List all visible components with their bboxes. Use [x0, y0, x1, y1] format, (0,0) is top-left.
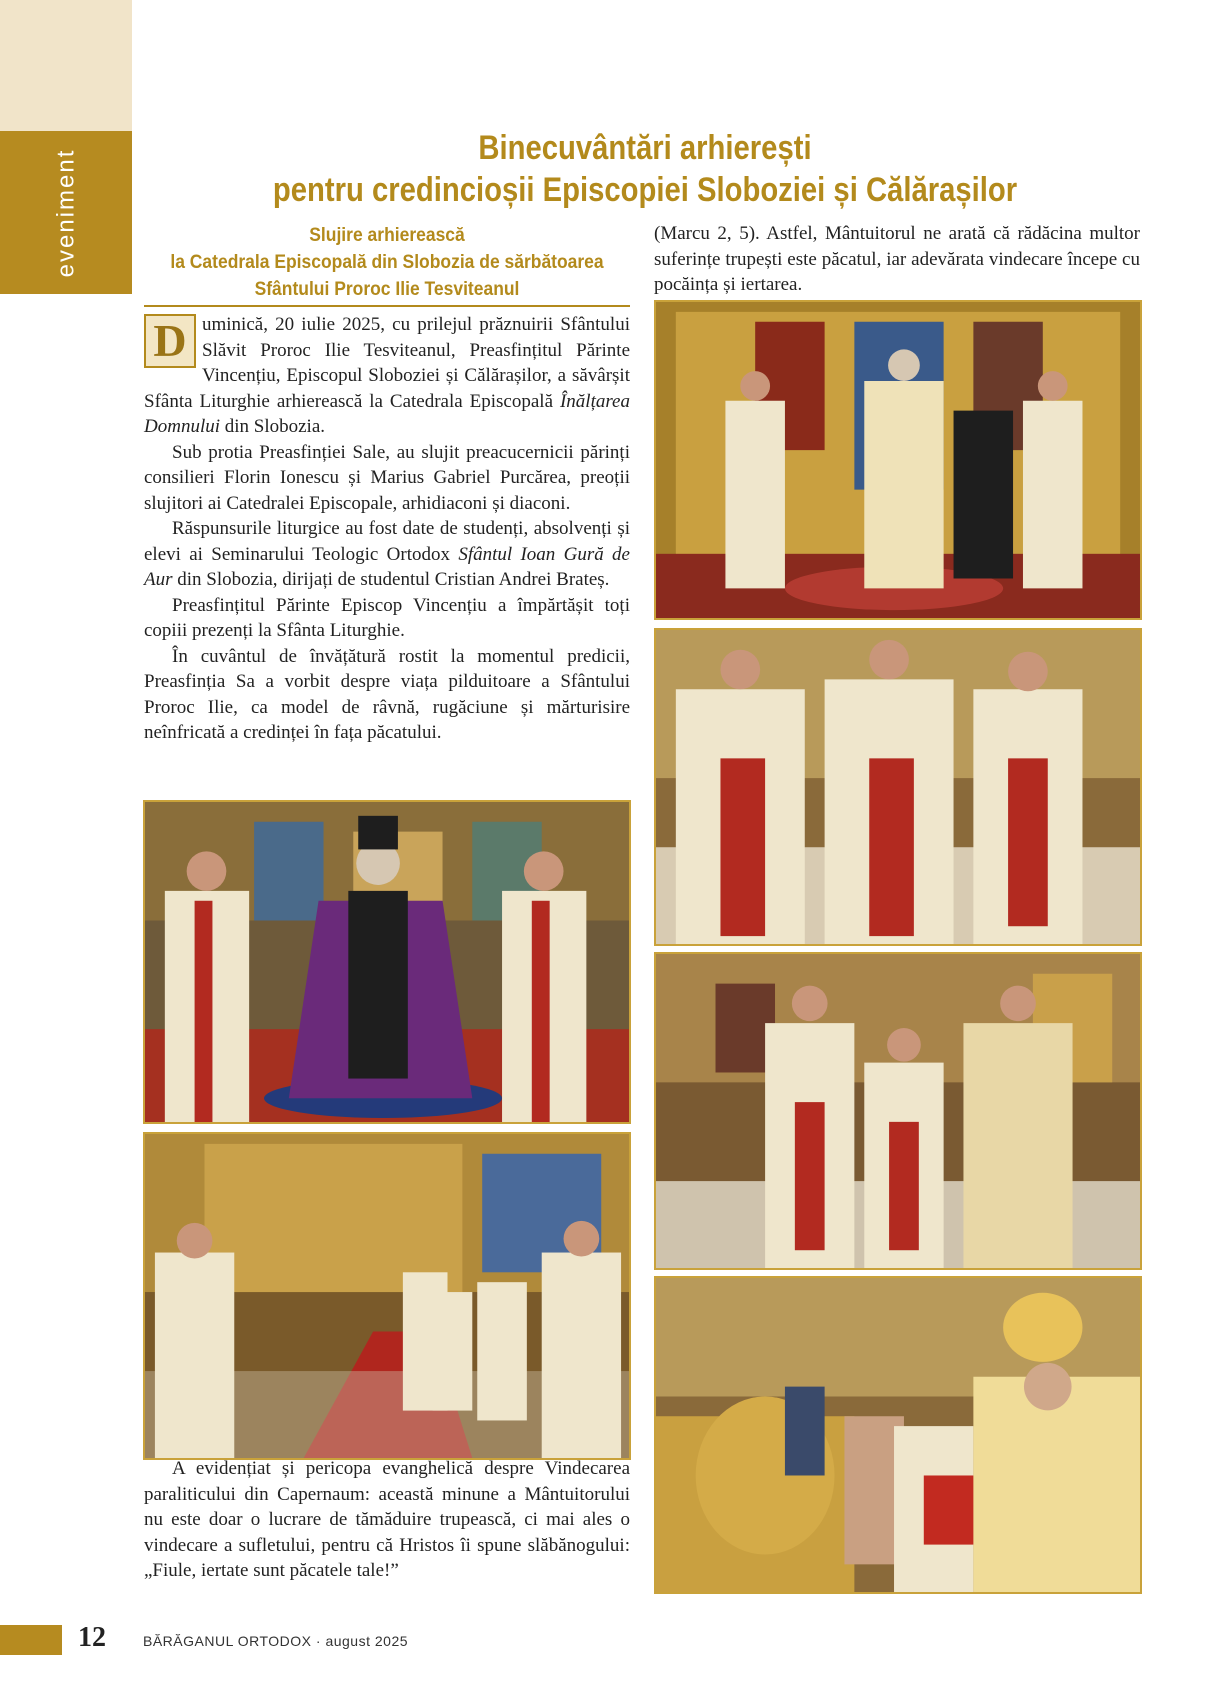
subtitle-line-3: Sfântului Proroc Ilie Tesviteanul	[254, 279, 520, 300]
photo-three-priests	[654, 628, 1142, 946]
body-column-2	[654, 221, 1140, 298]
body-column-1-bottom	[144, 1456, 630, 1584]
section-label: eveniment	[51, 148, 79, 277]
article-subtitle	[163, 222, 610, 303]
drop-cap: D	[144, 314, 196, 368]
subtitle-line-2: la Catedrala Episcopală din Slobozia de sărbătoarea	[170, 252, 604, 273]
footer-bar	[0, 1625, 62, 1655]
subtitle-divider	[144, 305, 630, 307]
church-name: Înălțarea Domnului	[144, 390, 630, 437]
photo-priests-ribbons	[654, 952, 1142, 1270]
paragraph-7: (Marcu 2, 5). Astfel, Mântuitorul ne arată că rădăcina multor suferințe trupești este păcatul, iar adevărata vindecare începe cu pocăința și iertarea.	[654, 223, 1140, 295]
article-title	[245, 127, 1045, 211]
photo-altar-procession	[143, 1132, 631, 1460]
photo-communion-children	[654, 1276, 1142, 1594]
side-tab-top	[0, 0, 132, 131]
paragraph-5: În cuvântul de învățătură rostit la momentul predicii, Preasfinția Sa a vorbit despre viața pilduitoare a Sfântului Proroc Ilie, ca model de râvnă, rugăciune și mărturisire neînfricată a credinței în fața păcatului.	[144, 645, 630, 743]
seminary-name: Sfântul Ioan Gură de Aur	[144, 543, 630, 590]
photo-bishop-with-deacons	[143, 800, 631, 1124]
publication-footer: BĂRĂGANUL ORTODOX · august 2025	[143, 1633, 409, 1649]
title-line-2: pentru credincioșii Episcopiei Sloboziei și Călărașilor	[272, 171, 1018, 209]
side-tab-label-wrap	[0, 131, 132, 294]
paragraph-1: D uminică, 20 iulie 2025, cu prilejul prăznuirii Sfântului Slăvit Proroc Ilie Tesviteanul, Preasfințitul Părinte Vincențiu, Episcopul Sloboziei și Călărașilor, a săvârșit Sfânta Liturghie arhierească la Catedrala Episcopală Înălțarea Domnului din Slobozia.	[144, 314, 630, 437]
title-line-1: Binecuvântări arhierești	[478, 129, 812, 167]
page-number: 12	[78, 1622, 106, 1653]
photo-bishop-at-iconostasis	[654, 300, 1142, 620]
paragraph-4: Preasfințitul Părinte Episcop Vincențiu a împărtășit toți copiii prezenți la Sfânta Liturghie.	[144, 594, 630, 641]
paragraph-2: Sub protia Preasfinției Sale, au slujit preacucernicii părinți consilieri Florin Ionescu și Marius Gabriel Purcărea, preoții slujitori ai Catedralei Episcopale, arhidiaconi și diaconi.	[144, 441, 630, 514]
paragraph-3: Răspunsurile liturgice au fost date de studenți, absolvenți și elevi ai Seminarului Teologic Ortodox Sfântul Ioan Gură de Aur din Slobozia, dirijați de studentul Cristian Andrei Brateș.	[144, 518, 630, 590]
paragraph-6: A evidențiat și pericopa evanghelică despre Vindecarea paraliticului din Capernaum: această minune a Mântuitorului nu este doar o lucrare de tămăduire trupească, ci mai ales o vindecare a sufletului, pentru că Hristos îi spune slăbănogului: „Fiule, iertate sunt păcatele tale!”	[144, 1458, 630, 1581]
body-column-1	[144, 312, 630, 746]
subtitle-line-1: Slujire arhierească	[309, 225, 465, 246]
